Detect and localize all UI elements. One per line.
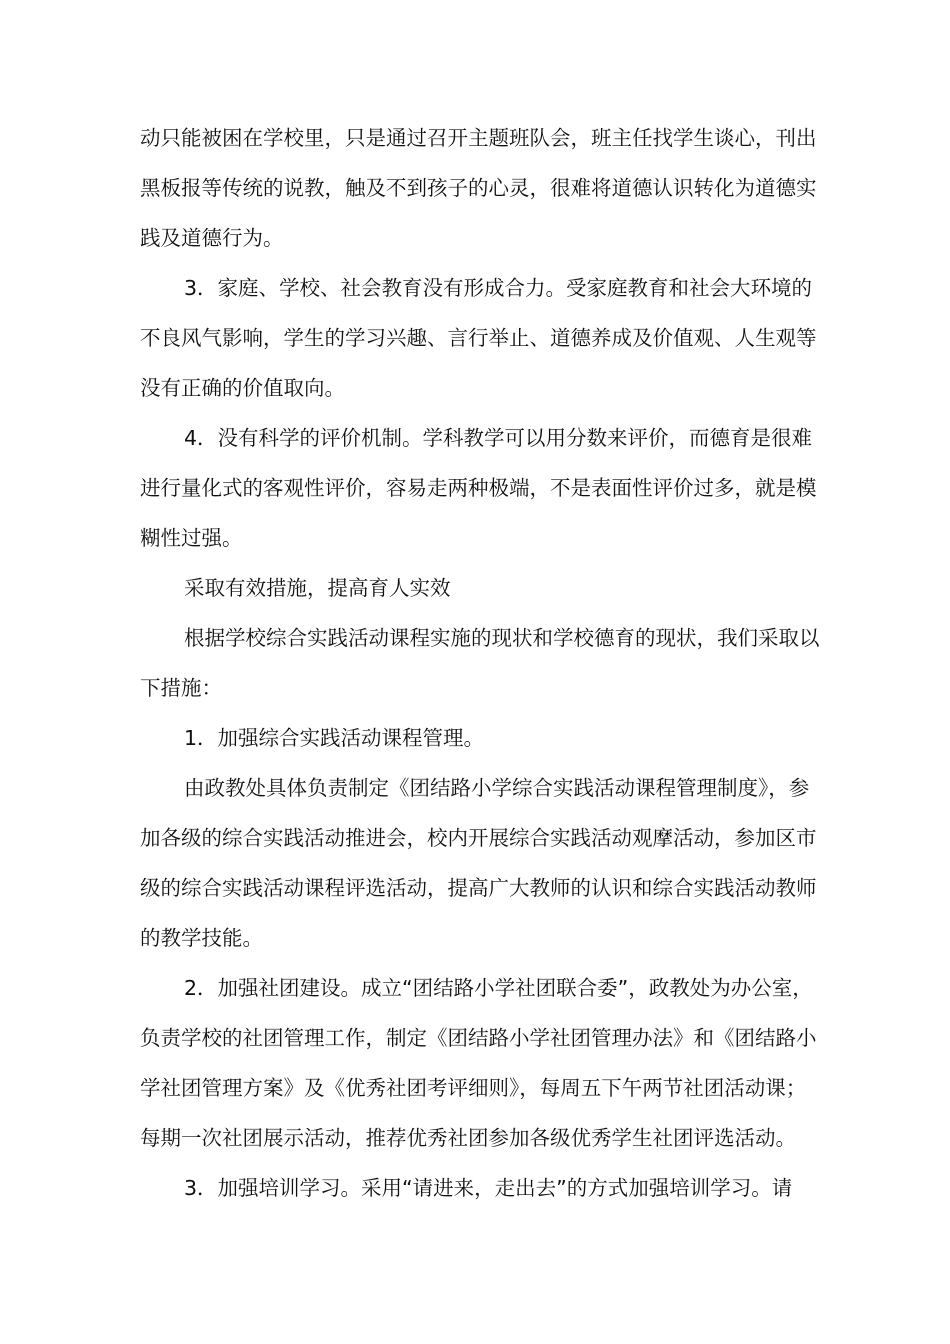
text-line: 加各级的综合实践活动推进会，校内开展综合实践活动观摩活动，参加区市 [140,826,817,850]
text-line: 进行量化式的客观性评价，容易走两种极端，不是表面性评价过多，就是模 [140,476,817,500]
text-line: 践及道德行为。 [140,226,284,250]
text-line: 由政教处具体负责制定《团结路小学综合实践活动课程管理制度》，参 [184,776,810,800]
text-line: 1．加强综合实践活动课程管理。 [184,726,485,750]
text-line: 的教学技能。 [140,926,263,950]
text-line: 糊性过强。 [140,526,243,550]
text-line: 每期一次社团展示活动，推荐优秀社团参加各级优秀学生社团评选活动。 [140,1126,796,1150]
text-line: 2．加强社团建设。成立“团结路小学社团联合委”，政教处为办公室， [184,976,813,1000]
text-line: 下措施： [140,676,222,700]
text-line: 没有正确的价值取向。 [140,376,345,400]
text-line: 3．家庭、学校、社会教育没有形成合力。受家庭教育和社会大环境的 [184,276,813,300]
text-line: 4．没有科学的评价机制。学科教学可以用分数来评价，而德育是很难 [184,426,813,450]
text-line: 不良风气影响，学生的学习兴趣、言行举止、道德养成及价值观、人生观等 [140,326,817,350]
text-line: 黑板报等传统的说教，触及不到孩子的心灵，很难将道德认识转化为道德实 [140,176,817,200]
text-line: 学社团管理方案》及《优秀社团考评细则》，每周五下午两节社团活动课； [140,1076,807,1100]
text-line: 根据学校综合实践活动课程实施的现状和学校德育的现状，我们采取以 [184,626,820,650]
text-line: 动只能被困在学校里，只是通过召开主题班队会，班主任找学生谈心，刊出 [140,126,817,150]
text-line: 3．加强培训学习。采用“请进来，走出去”的方式加强培训学习。请 [184,1176,793,1200]
text-line: 级的综合实践活动课程评选活动，提高广大教师的认识和综合实践活动教师 [140,876,817,900]
section-heading: 采取有效措施，提高育人实效 [184,576,451,600]
text-line: 负责学校的社团管理工作，制定《团结路小学社团管理办法》和《团结路小 [140,1026,817,1050]
